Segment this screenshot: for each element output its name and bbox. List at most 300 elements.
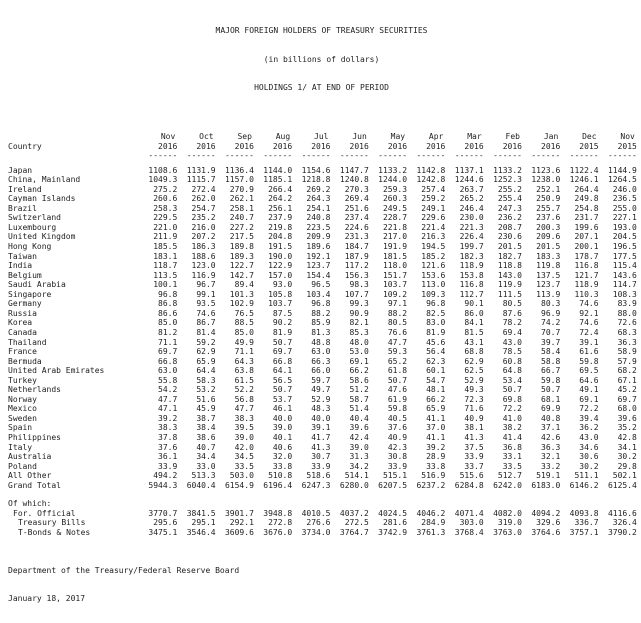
value-cell: 69.7 — [617, 394, 637, 404]
table-row — [8, 194, 639, 204]
value-cell: 50.7 — [387, 375, 408, 385]
row-label: Korea — [8, 318, 33, 328]
value-cell: 257.4 — [421, 184, 446, 194]
value-cell: 513.3 — [191, 471, 216, 481]
row-label: Russia — [8, 308, 37, 318]
value-cell: 35.2 — [617, 423, 637, 433]
value-cell: 221.4 — [421, 222, 446, 232]
value-cell: 240.7 — [229, 213, 254, 223]
row-label: Italy — [8, 442, 33, 452]
value-cell: 47.7 — [387, 337, 408, 347]
value-cell: 236.2 — [497, 213, 522, 223]
value-cell: 118.8 — [497, 261, 522, 271]
period-year: 2016 — [158, 141, 178, 151]
value-cell: 196.5 — [612, 242, 637, 252]
period-column-header — [369, 132, 407, 161]
value-cell: 4071.4 — [454, 508, 484, 518]
value-cell: 37.6 — [387, 423, 408, 433]
value-cell: 6242.0 — [493, 480, 522, 490]
value-cell: 122.9 — [268, 261, 293, 271]
value-cell: 53.4 — [502, 375, 522, 385]
value-cell: 254.7 — [191, 203, 216, 213]
value-cell: 4010.5 — [301, 508, 331, 518]
value-cell: 72.6 — [617, 318, 637, 328]
value-cell: 229.5 — [153, 213, 178, 223]
value-cell: 262.0 — [191, 194, 216, 204]
value-cell: 123.0 — [191, 261, 216, 271]
value-cell: 96.7 — [196, 280, 216, 290]
value-cell: 63.0 — [158, 366, 178, 376]
value-cell: 36.3 — [541, 442, 561, 452]
period-year: 2016 — [426, 141, 446, 151]
value-cell: 3948.8 — [263, 508, 293, 518]
value-cell: 40.0 — [272, 413, 293, 423]
table-row — [8, 213, 639, 223]
value-cell: 48.1 — [426, 385, 446, 395]
value-cell: 270.3 — [344, 184, 369, 194]
value-cell: 3761.3 — [416, 527, 446, 537]
value-cell: 272.4 — [191, 184, 216, 194]
value-cell: 53.0 — [349, 347, 369, 357]
value-cell: 254.8 — [574, 203, 599, 213]
value-cell: 72.2 — [502, 404, 522, 414]
value-cell: 88.0 — [617, 308, 637, 318]
value-cell: 68.8 — [464, 347, 484, 357]
value-cell: 515.6 — [459, 471, 484, 481]
value-cell: 199.7 — [459, 242, 484, 252]
value-cell: 88.5 — [234, 318, 254, 328]
period-column-header — [254, 132, 292, 161]
value-cell: 255.2 — [497, 184, 522, 194]
value-cell: 37.5 — [464, 442, 484, 452]
table-row — [8, 175, 639, 185]
value-cell: 56.5 — [272, 375, 293, 385]
value-cell: 217.0 — [382, 232, 408, 242]
table-header — [8, 132, 639, 161]
value-cell: 209.9 — [306, 232, 331, 242]
value-cell: 66.0 — [311, 366, 331, 376]
value-cell: 118.7 — [153, 261, 178, 271]
value-cell: 1240.8 — [339, 175, 369, 185]
value-cell: 3790.2 — [607, 527, 637, 537]
value-cell: 187.9 — [344, 251, 369, 261]
value-cell: 99.3 — [349, 299, 369, 309]
value-cell: 4037.2 — [339, 508, 369, 518]
value-cell: 143.0 — [497, 270, 522, 280]
value-cell: 82.5 — [426, 308, 446, 318]
value-cell: 38.4 — [196, 423, 216, 433]
value-cell: 67.1 — [617, 375, 637, 385]
value-cell: 113.9 — [536, 289, 561, 299]
value-cell: 72.4 — [579, 327, 599, 337]
value-cell: 69.1 — [579, 394, 599, 404]
value-cell: 42.4 — [349, 432, 369, 442]
value-cell: 66.7 — [541, 366, 561, 376]
value-cell: 38.3 — [234, 413, 254, 423]
row-label: Singapore — [8, 289, 52, 299]
value-cell: 71.6 — [464, 404, 484, 414]
value-cell: 52.9 — [311, 394, 331, 404]
period-year: 2016 — [196, 141, 216, 151]
row-label: Sweden — [8, 413, 37, 423]
period-year: 2016 — [502, 141, 522, 151]
row-label: Canada — [8, 327, 37, 337]
value-cell: 103.7 — [268, 299, 293, 309]
value-cell: 123.7 — [536, 280, 561, 290]
value-cell: 61.6 — [579, 347, 599, 357]
period-month: May — [390, 132, 406, 142]
value-cell: 201.5 — [497, 242, 522, 252]
value-cell: 1131.9 — [186, 165, 216, 175]
value-cell: 88.2 — [387, 308, 408, 318]
value-cell: 47.7 — [158, 394, 178, 404]
value-cell: 62.9 — [464, 356, 484, 366]
value-cell: 230.6 — [497, 232, 522, 242]
value-cell: 62.3 — [426, 356, 446, 366]
period-column-header — [522, 132, 560, 161]
value-cell: 28.9 — [426, 452, 446, 462]
period-month: Sep — [237, 132, 252, 142]
row-label: Germany — [8, 299, 42, 309]
value-cell: 39.6 — [617, 413, 637, 423]
value-cell: 41.1 — [426, 413, 446, 423]
value-cell: 87.5 — [272, 308, 293, 318]
value-cell: 98.3 — [349, 280, 369, 290]
value-cell: 38.2 — [502, 423, 522, 433]
report-title: MAJOR FOREIGN HOLDERS OF TREASURY SECURITIES — [215, 26, 428, 36]
value-cell: 78.2 — [502, 318, 522, 328]
value-cell: 511.1 — [574, 471, 599, 481]
period-month: Oct — [199, 132, 214, 142]
value-cell: 1144.9 — [607, 165, 637, 175]
value-cell: 260.6 — [153, 194, 178, 204]
value-cell: 85.0 — [234, 327, 254, 337]
period-year: 2016 — [272, 141, 293, 151]
column-underline: ------ — [378, 151, 408, 161]
value-cell: 3764.6 — [531, 527, 561, 537]
period-month: Mar — [467, 132, 482, 142]
value-cell: 40.9 — [464, 413, 484, 423]
value-cell: 74.6 — [579, 299, 599, 309]
value-cell: 83.0 — [426, 318, 446, 328]
value-cell: 64.6 — [579, 375, 599, 385]
value-cell: 40.4 — [349, 413, 369, 423]
value-cell: 116.8 — [574, 261, 599, 271]
value-cell: 326.4 — [612, 518, 637, 528]
value-cell: 82.1 — [349, 318, 369, 328]
value-cell: 200.3 — [536, 222, 561, 232]
value-cell: 48.8 — [311, 337, 331, 347]
value-cell: 37.1 — [541, 423, 561, 433]
value-cell: 33.5 — [234, 461, 254, 471]
value-cell: 33.9 — [311, 461, 331, 471]
value-cell: 1185.1 — [263, 175, 293, 185]
value-cell: 199.6 — [574, 222, 599, 232]
value-cell: 235.2 — [191, 213, 216, 223]
value-cell: 227.2 — [229, 222, 254, 232]
value-cell: 43.0 — [579, 432, 599, 442]
row-label: Netherlands — [8, 385, 61, 395]
value-cell: 1122.4 — [569, 165, 599, 175]
value-cell: 39.4 — [579, 413, 599, 423]
value-cell: 264.3 — [306, 194, 331, 204]
value-cell: 1252.3 — [493, 175, 522, 185]
value-cell: 3901.7 — [224, 508, 254, 518]
value-cell: 33.0 — [196, 461, 216, 471]
value-cell: 89.4 — [234, 280, 254, 290]
row-label: Cayman Islands — [8, 194, 76, 204]
value-cell: 1133.2 — [378, 165, 408, 175]
value-cell: 85.0 — [158, 318, 178, 328]
column-underline: ------ — [531, 151, 561, 161]
value-cell: 81.3 — [311, 327, 331, 337]
row-label: Spain — [8, 423, 33, 433]
value-cell: 3475.1 — [148, 527, 178, 537]
value-cell: 39.5 — [234, 423, 254, 433]
column-underline: ------ — [263, 151, 293, 161]
value-cell: 51.6 — [196, 394, 216, 404]
value-cell: 255.4 — [497, 194, 522, 204]
value-cell: 260.3 — [382, 194, 408, 204]
value-cell: 69.5 — [579, 366, 599, 376]
value-cell: 229.6 — [421, 213, 446, 223]
value-cell: 57.9 — [617, 356, 637, 366]
table-row — [8, 481, 639, 491]
value-cell: 117.2 — [344, 261, 369, 271]
value-cell: 66.3 — [311, 356, 331, 366]
value-cell: 115.4 — [612, 261, 637, 271]
row-label: Switzerland — [8, 213, 61, 223]
value-cell: 85.3 — [349, 327, 369, 337]
value-cell: 1157.0 — [224, 175, 254, 185]
value-cell: 186.3 — [191, 242, 216, 252]
of-which-section — [8, 499, 639, 537]
value-cell: 219.8 — [268, 222, 293, 232]
value-cell: 191.5 — [268, 242, 293, 252]
table-row — [8, 404, 639, 414]
table-row — [8, 290, 639, 300]
row-label: Ireland — [8, 184, 42, 194]
period-month: Dec — [582, 132, 597, 142]
value-cell: 329.6 — [536, 518, 561, 528]
value-cell: 1242.8 — [416, 175, 446, 185]
value-cell: 249.5 — [382, 203, 408, 213]
value-cell: 188.6 — [191, 251, 216, 261]
value-cell: 66.2 — [426, 394, 446, 404]
value-cell: 69.9 — [541, 404, 561, 414]
value-cell: 224.6 — [344, 222, 369, 232]
value-cell: 113.0 — [421, 280, 446, 290]
value-cell: 40.8 — [541, 413, 561, 423]
table-row — [8, 347, 639, 357]
column-underline: ------ — [148, 151, 178, 161]
value-cell: 60.8 — [502, 356, 522, 366]
value-cell: 100.1 — [153, 280, 178, 290]
value-cell: 269.2 — [306, 184, 331, 194]
of-which-rows — [8, 509, 639, 538]
value-cell: 231.7 — [574, 213, 599, 223]
value-cell: 31.3 — [349, 452, 369, 462]
value-cell: 41.1 — [426, 432, 446, 442]
value-cell: 58.7 — [349, 394, 369, 404]
column-underline: ------ — [454, 151, 484, 161]
value-cell: 69.1 — [349, 356, 369, 366]
table-row — [8, 242, 639, 252]
value-cell: 65.9 — [426, 404, 446, 414]
table-row — [8, 252, 639, 262]
row-label: T-Bonds & Notes — [18, 527, 91, 537]
value-cell: 81.5 — [464, 327, 484, 337]
value-cell: 69.7 — [158, 347, 178, 357]
value-cell: 194.5 — [421, 242, 446, 252]
value-cell: 40.9 — [387, 432, 408, 442]
value-cell: 217.5 — [229, 232, 254, 242]
value-cell: 1218.8 — [301, 175, 331, 185]
value-cell: 96.8 — [311, 299, 331, 309]
value-cell: 45.9 — [196, 404, 216, 414]
value-cell: 193.0 — [612, 222, 637, 232]
value-cell: 90.9 — [349, 308, 369, 318]
value-cell: 103.4 — [306, 289, 331, 299]
value-cell: 69.4 — [502, 327, 522, 337]
value-cell: 142.7 — [229, 270, 254, 280]
value-cell: 47.6 — [387, 385, 408, 395]
value-cell: 151.7 — [382, 270, 408, 280]
value-cell: 39.1 — [311, 423, 331, 433]
value-cell: 84.1 — [464, 318, 484, 328]
row-label: Saudi Arabia — [8, 280, 66, 290]
value-cell: 184.7 — [344, 242, 369, 252]
value-cell: 515.1 — [382, 471, 408, 481]
value-cell: 42.8 — [617, 432, 637, 442]
value-cell: 33.9 — [387, 461, 408, 471]
value-cell: 1238.0 — [531, 175, 561, 185]
value-cell: 6237.2 — [416, 480, 446, 490]
value-cell: 3757.1 — [569, 527, 599, 537]
value-cell: 189.8 — [229, 242, 254, 252]
value-cell: 216.3 — [421, 232, 446, 242]
value-cell: 1133.2 — [493, 165, 522, 175]
value-cell: 50.7 — [272, 385, 293, 395]
value-cell: 236.5 — [612, 194, 637, 204]
value-cell: 3546.4 — [186, 527, 216, 537]
value-cell: 157.0 — [268, 270, 293, 280]
table-row — [8, 395, 639, 405]
value-cell: 6280.0 — [339, 480, 369, 490]
period-column-header — [216, 132, 254, 161]
row-label: Poland — [8, 461, 37, 471]
value-cell: 103.7 — [382, 280, 408, 290]
value-cell: 36.2 — [579, 423, 599, 433]
value-cell: 518.6 — [306, 471, 331, 481]
value-cell: 221.3 — [459, 222, 484, 232]
value-cell: 121.7 — [574, 270, 599, 280]
value-cell: 83.9 — [617, 299, 637, 309]
value-cell: 223.5 — [306, 222, 331, 232]
value-cell: 38.6 — [196, 432, 216, 442]
value-cell: 182.7 — [497, 251, 522, 261]
value-cell: 64.4 — [196, 366, 216, 376]
value-cell: 30.8 — [387, 452, 408, 462]
row-label: India — [8, 261, 33, 271]
table-row — [8, 204, 639, 214]
value-cell: 113.5 — [153, 270, 178, 280]
value-cell: 295.1 — [191, 518, 216, 528]
value-cell: 5944.3 — [148, 480, 178, 490]
value-cell: 189.3 — [229, 251, 254, 261]
value-cell: 45.6 — [426, 337, 446, 347]
table-row — [8, 357, 639, 367]
value-cell: 1136.4 — [224, 165, 254, 175]
value-cell: 1049.3 — [148, 175, 178, 185]
value-cell: 96.5 — [311, 280, 331, 290]
value-cell: 1244.0 — [378, 175, 408, 185]
value-cell: 211.9 — [153, 232, 178, 242]
value-cell: 78.5 — [502, 347, 522, 357]
value-cell: 65.9 — [196, 356, 216, 366]
value-cell: 221.8 — [382, 222, 408, 232]
value-cell: 1264.5 — [607, 175, 637, 185]
period-column-header — [139, 132, 177, 161]
value-cell: 119.9 — [497, 280, 522, 290]
value-cell: 1142.8 — [416, 165, 446, 175]
value-cell: 58.9 — [617, 347, 637, 357]
value-cell: 87.6 — [502, 308, 522, 318]
value-cell: 86.8 — [158, 299, 178, 309]
value-cell: 1115.7 — [186, 175, 216, 185]
value-cell: 49.9 — [234, 337, 254, 347]
value-cell: 53.7 — [272, 394, 293, 404]
value-cell: 1123.6 — [531, 165, 561, 175]
value-cell: 6196.4 — [263, 480, 293, 490]
period-column-header — [330, 132, 368, 161]
value-cell: 48.3 — [311, 404, 331, 414]
value-cell: 49.7 — [311, 385, 331, 395]
period-year: 2016 — [349, 141, 369, 151]
value-cell: 68.3 — [617, 327, 637, 337]
value-cell: 1246.1 — [569, 175, 599, 185]
value-cell: 62.9 — [196, 347, 216, 357]
value-cell: 66.8 — [272, 356, 293, 366]
value-cell: 259.2 — [421, 194, 446, 204]
value-cell: 99.1 — [196, 289, 216, 299]
value-cell: 270.9 — [229, 184, 254, 194]
value-cell: 3764.7 — [339, 527, 369, 537]
value-cell: 32.1 — [541, 452, 561, 462]
period-column-headers — [139, 132, 637, 161]
value-cell: 30.6 — [579, 452, 599, 462]
value-cell: 336.7 — [574, 518, 599, 528]
value-cell: 118.0 — [382, 261, 408, 271]
period-year: 2016 — [311, 141, 331, 151]
value-cell: 6154.9 — [224, 480, 254, 490]
value-cell: 3841.5 — [186, 508, 216, 518]
value-cell: 4116.6 — [607, 508, 637, 518]
value-cell: 208.7 — [497, 222, 522, 232]
table-row — [8, 338, 639, 348]
value-cell: 53.2 — [196, 385, 216, 395]
value-cell: 38.3 — [158, 423, 178, 433]
value-cell: 237.6 — [536, 213, 561, 223]
value-cell: 204.5 — [612, 232, 637, 242]
value-cell: 81.2 — [158, 327, 178, 337]
value-cell: 66.8 — [158, 356, 178, 366]
value-cell: 200.1 — [574, 242, 599, 252]
column-underline: ------ — [607, 151, 637, 161]
value-cell: 46.1 — [272, 404, 293, 414]
value-cell: 118.9 — [574, 280, 599, 290]
value-cell: 240.8 — [306, 213, 331, 223]
